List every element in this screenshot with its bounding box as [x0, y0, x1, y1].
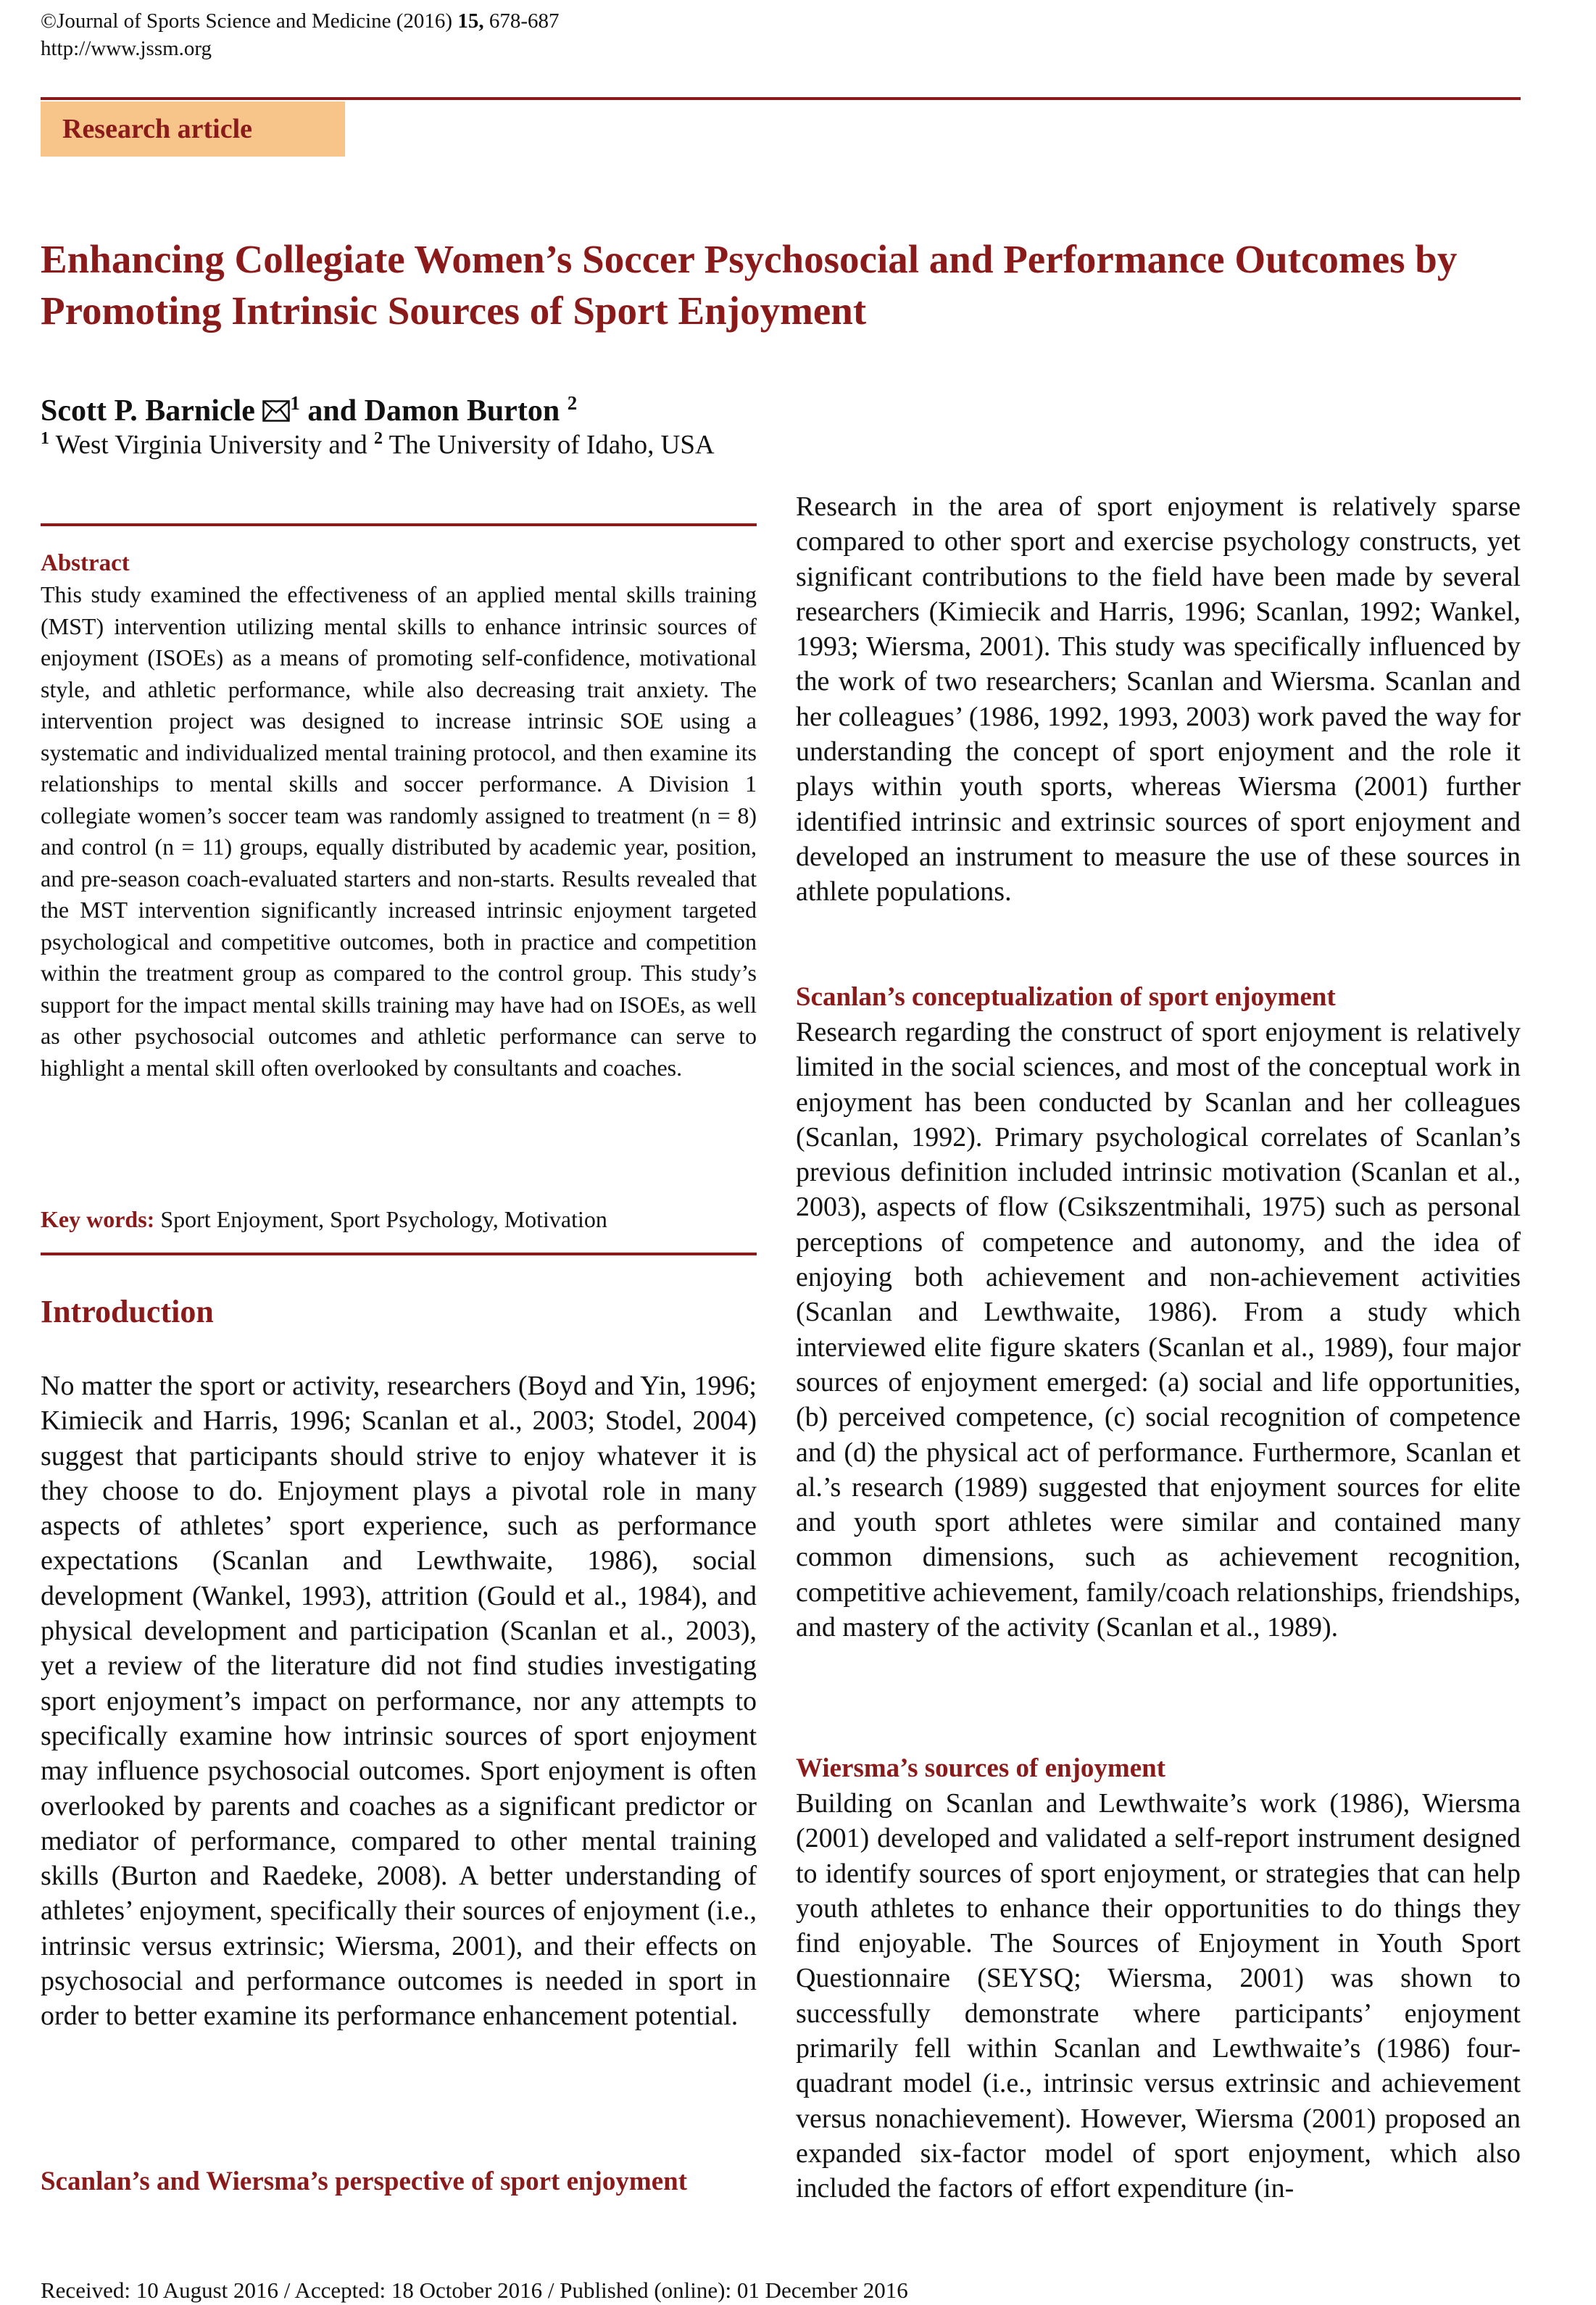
author-1-affil-mark: 1 [290, 392, 300, 414]
introduction-heading: Introduction [41, 1294, 214, 1329]
affil-2: The University of Idaho, USA [383, 430, 715, 460]
article-type-badge: Research article [41, 101, 345, 157]
right-paragraph-2: Research regarding the construct of sport enjoyment is relatively limited in the social sciences, and most of the conceptual work in enjoyment has been conducted by Scanlan and her colleagues (Scanlan, 1992). Primary psychological correlates of Scanlan’s previous definition included intrinsic motivation (Scanlan et al., 2003), aspects of flow (Csikszentmihali, 1975) such as personal perceptions of competence and autonomy, and the idea of enjoying both achievement and non-achievement activities (Scanlan and Lewthwaite, 1986). From a study which interviewed elite figure skaters (Scanlan et al., 1989), four major sources of enjoyment emerged: (a) social and life opportunities, (b) perceived competence, (c) social recognition of competence and (d) the physical act of performance. Furthermore, Scanlan et al.’s research (1989) suggested that enjoyment sources for elite and youth sport athletes were similar and contained many common dimensions, such as achievement recognition, competitive achievement, family/coach relationships, friendships, and mastery of the activity (Scanlan et al., 1989). [796, 1017, 1521, 1643]
section-heading-wiersma: Wiersma’s sources of enjoyment [796, 1753, 1166, 1783]
journal-volume: 15, [457, 9, 484, 33]
abstract-text: This study examined the effectiveness of an applied mental skills training (MST) intervention utilizing mental skills to enhance intrinsic sources of enjoyment (ISOEs) as a means of promoting self-confidence, motivational style, and athletic performance, while also decreasing trait anxiety. The intervention project was designed to increase intrinsic SOE using a systematic and individualized mental training protocol, and then examine its relationships to mental skills and soccer performance. A Division 1 collegiate women’s soccer team was randomly assigned to treatment (n = 8) and control (n = 11) groups, equally distributed by academic year, position, and pre-season coach-evaluated starters and non-starts. Results revealed that the MST intervention significantly increased intrinsic enjoyment targeted psychological and competitive outcomes, both in practice and competition within the treatment group as compared to the control group. This study’s support for the impact mental skills training may have had on ISOEs, as well as other psychosocial outcomes and athletic performance can serve to highlight a mental skill often overlooked by consultants and coaches. [41, 581, 757, 1081]
keywords-text: Sport Enjoyment, Sport Psychology, Motivation [154, 1206, 607, 1232]
publication-dates: Received: 10 August 2016 / Accepted: 18 October 2016 / Published (online): 01 December 2016 [41, 2277, 908, 2303]
journal-prefix: ©Journal of Sports Science and Medicine (2016) [41, 9, 458, 33]
article-title: Enhancing Collegiate Women’s Soccer Psychosocial and Performance Outcomes by Promoting Intrinsic Sources of Sport Enjoyment [41, 237, 1458, 333]
mail-icon[interactable] [262, 400, 290, 422]
journal-pages: 678-687 [483, 9, 560, 33]
keywords-divider [41, 1253, 757, 1255]
header-divider [41, 97, 1521, 100]
section-heading-scanlan: Scanlan’s conceptualization of sport enjoyment [796, 982, 1336, 1012]
author-2-affil-mark: 2 [567, 392, 578, 414]
affil-2-mark: 2 [374, 429, 383, 448]
affiliations [41, 420, 715, 463]
abstract-top-divider [41, 523, 757, 526]
abstract-heading: Abstract [41, 550, 130, 576]
section-heading-perspective: Scanlan’s and Wiersma’s perspective of sport enjoyment [41, 2167, 688, 2196]
right-paragraph-1: Research in the area of sport enjoyment is relatively sparse compared to other sport and exercise psychology constructs, yet significant contributions to the field have been made by several researchers (Kimiecik and Harris, 1996; Scanlan, 1992; Wankel, 1993; Wiersma, 2001). This study was specifically influenced by the work of two researchers; Scanlan and Wiersma. Scanlan and her colleagues’ (1986, 1992, 1993, 2003) work paved the way for understanding the concept of sport enjoyment and the role it plays within youth sports, whereas Wiersma (2001) further identified intrinsic and extrinsic sources of sport enjoyment and developed an instrument to measure the use of these sources in athlete populations. [796, 491, 1521, 908]
keywords [41, 1203, 757, 1235]
author-1: Scott P. Barnicle [41, 394, 263, 428]
affil-1-mark: 1 [41, 429, 49, 448]
introduction-text: No matter the sport or activity, researchers (Boyd and Yin, 1996; Kimiecik and Harris, 1996; Scanlan et al., 2003; Stodel, 2004) suggest that participants should strive to enjoy whatever it is they choose to do. Enjoyment plays a pivotal role in many aspects of athletes’ sport experience, such as performance expectations (Scanlan and Lewthwaite, 1986), social development (Wankel, 1993), attrition (Gould et al., 1984), and physical development and participation (Scanlan et al., 2003), yet a review of the literature did not find studies investigating sport enjoyment’s impact on performance, nor any attempts to specifically examine how intrinsic sources of sport enjoyment may influence psychosocial outcomes. Sport enjoyment is often overlooked by parents and coaches as a significant predictor or mediator of performance, compared to other mental training skills (Burton and Raedeke, 2008). A better understanding of athletes’ enjoyment, specifically their sources of enjoyment (i.e., intrinsic versus extrinsic; Wiersma, 2001), and their effects on psychosocial and performance outcomes is needed in sport in order to better examine its performance enhancement potential. [41, 1371, 757, 2032]
journal-citation [41, 7, 560, 35]
affil-1: West Virginia University and [49, 430, 375, 460]
author-2: and Damon Burton [299, 394, 568, 428]
right-paragraph-3: Building on Scanlan and Lewthwaite’s work (1986), Wiersma (2001) developed and validated a self-report instrument designed to identify sources of sport enjoyment, or strategies that can help youth athletes to enhance their opportunities to do things they find enjoyable. The Sources of Enjoyment in Youth Sport Questionnaire (SEYSQ; Wiersma, 2001) was shown to successfully demonstrate where participants’ enjoyment primarily fell within Scanlan and Lewthwaite’s (1986) four-quadrant model (i.e., intrinsic versus extrinsic and achievement versus nonachievement). However, Wiersma (2001) proposed an expanded six-factor model of sport enjoyment, which also included the factors of effort expenditure (in- [796, 1788, 1521, 2204]
keywords-label: Key words: [41, 1206, 155, 1232]
journal-url[interactable]: http://www.jssm.org [41, 37, 212, 60]
